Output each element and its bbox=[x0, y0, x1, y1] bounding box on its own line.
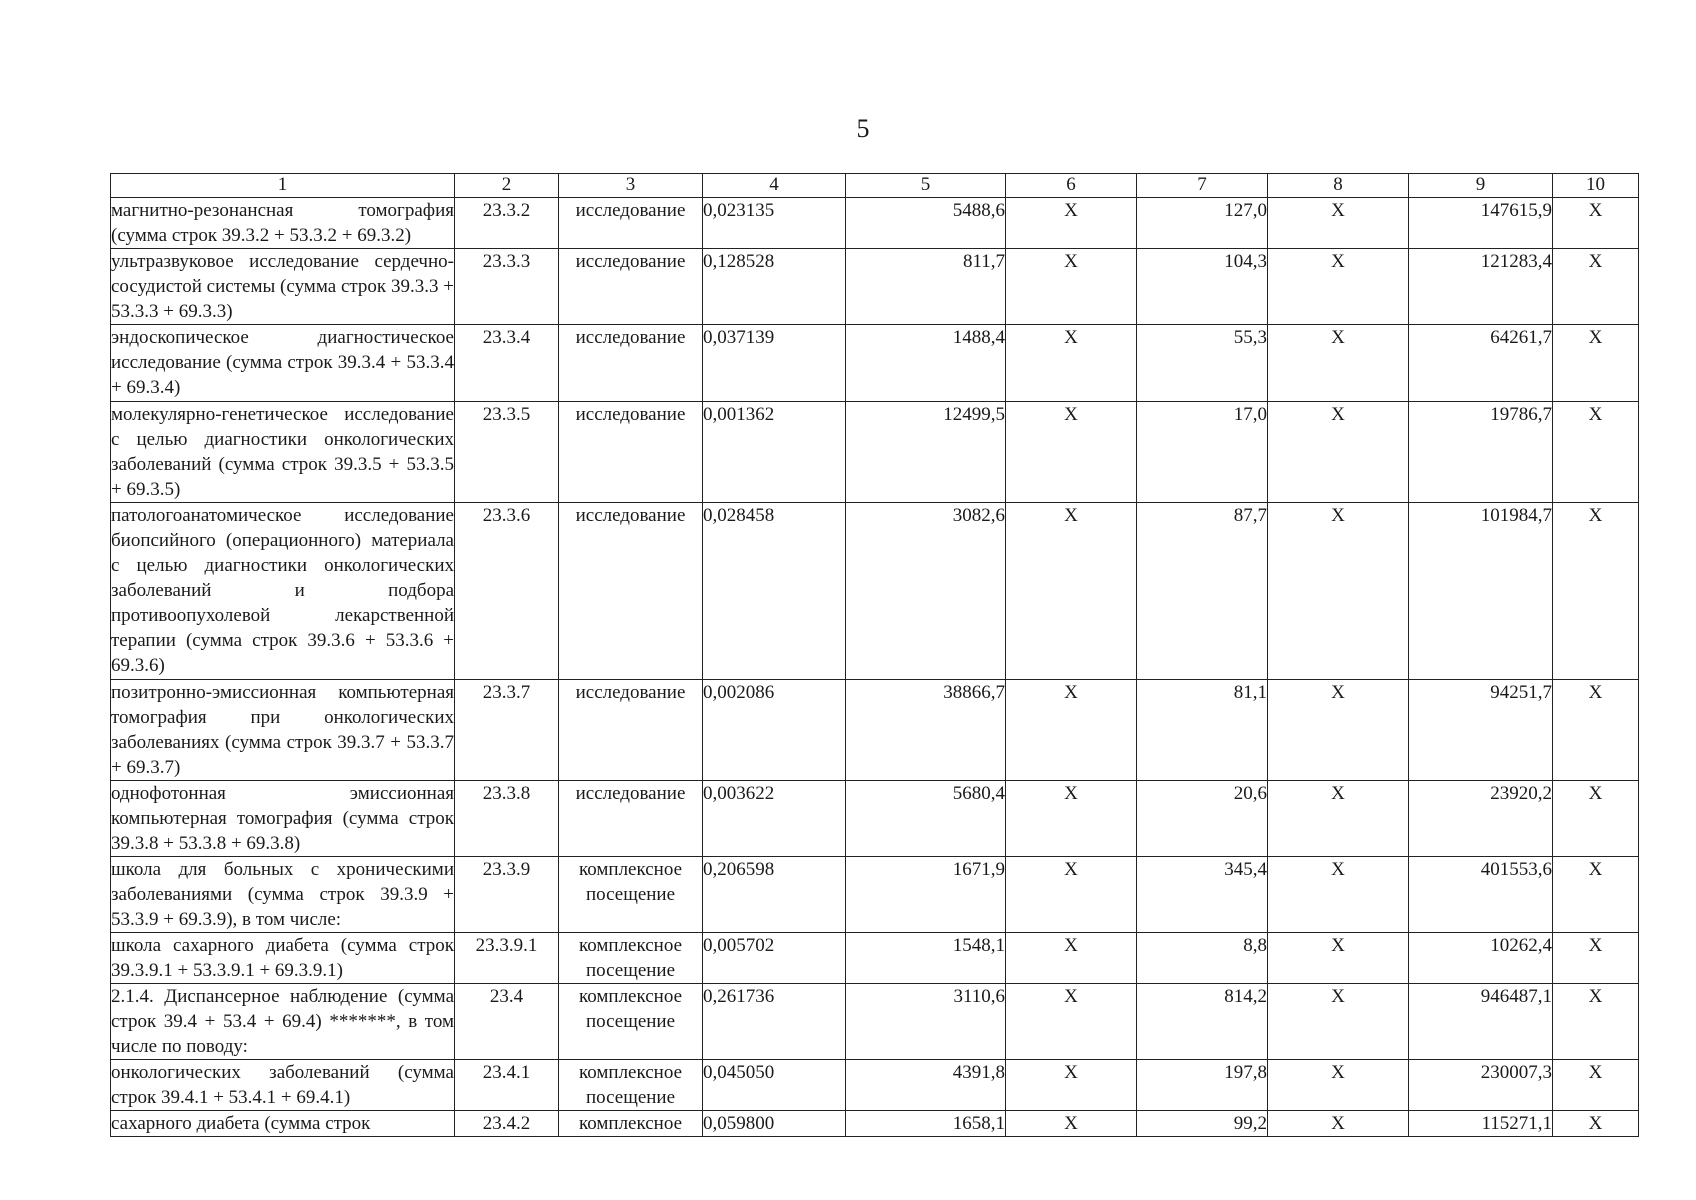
row-unit: исследование bbox=[559, 402, 703, 503]
row-col7: 127,0 bbox=[1137, 198, 1268, 249]
row-name: школа сахарного диабета (сумма строк 39.3.9.1 + 53.3.9.1 + 69.3.9.1) bbox=[111, 933, 455, 984]
row-col10: X bbox=[1553, 503, 1639, 680]
row-col7: 20,6 bbox=[1137, 781, 1268, 857]
row-col10: X bbox=[1553, 325, 1639, 402]
header-cell: 7 bbox=[1137, 174, 1268, 198]
table-row bbox=[111, 984, 1639, 1060]
row-col9: 101984,7 bbox=[1409, 503, 1553, 680]
row-col6: X bbox=[1006, 933, 1137, 984]
row-col9: 946487,1 bbox=[1409, 984, 1553, 1060]
row-cost: 12499,5 bbox=[846, 402, 1006, 503]
row-col10: X bbox=[1553, 984, 1639, 1060]
row-col8: X bbox=[1268, 680, 1409, 781]
row-name: молекулярно-генетическое исследование с целью диагностики онкологических заболеваний (сумма строк 39.3.5 + 53.3.5 + 69.3.5) bbox=[111, 402, 455, 503]
row-col6: X bbox=[1006, 503, 1137, 680]
row-col6: X bbox=[1006, 198, 1137, 249]
row-col9: 94251,7 bbox=[1409, 680, 1553, 781]
row-name: сахарного диабета (сумма строк bbox=[111, 1111, 455, 1137]
row-cost: 1548,1 bbox=[846, 933, 1006, 984]
row-unit: исследование bbox=[559, 198, 703, 249]
header-row bbox=[111, 174, 1639, 198]
row-unit: комплексное посещение bbox=[559, 984, 703, 1060]
table-row bbox=[111, 1111, 1639, 1137]
row-col9: 121283,4 bbox=[1409, 249, 1553, 325]
row-unit: исследование bbox=[559, 680, 703, 781]
table-row bbox=[111, 933, 1639, 984]
row-name: эндоскопическое диагностическое исследование (сумма строк 39.3.4 + 53.3.4 + 69.3.4) bbox=[111, 325, 455, 402]
row-code: 23.3.9.1 bbox=[455, 933, 559, 984]
row-name: патологоанатомическое исследование биопсийного (операционного) материала с целью диагностики онкологических заболеваний и подбора противоопухолевой лекарственной терапии (сумма строк 39.3.6 + 53.3.6 + 69.3.6) bbox=[111, 503, 455, 680]
row-col7: 814,2 bbox=[1137, 984, 1268, 1060]
row-col6: X bbox=[1006, 680, 1137, 781]
row-cost: 5488,6 bbox=[846, 198, 1006, 249]
row-col6: X bbox=[1006, 325, 1137, 402]
header-cell: 4 bbox=[703, 174, 846, 198]
header-cell: 1 bbox=[111, 174, 455, 198]
data-table bbox=[110, 173, 1639, 1137]
row-col6: X bbox=[1006, 1111, 1137, 1137]
row-cost: 1671,9 bbox=[846, 857, 1006, 933]
row-norm: 0,003622 bbox=[703, 781, 846, 857]
row-col8: X bbox=[1268, 857, 1409, 933]
row-col7: 345,4 bbox=[1137, 857, 1268, 933]
row-col6: X bbox=[1006, 984, 1137, 1060]
row-col6: X bbox=[1006, 781, 1137, 857]
row-col8: X bbox=[1268, 1060, 1409, 1111]
row-name: позитронно-эмиссионная компьютерная томография при онкологических заболеваниях (сумма строк 39.3.7 + 53.3.7 + 69.3.7) bbox=[111, 680, 455, 781]
row-col9: 115271,1 bbox=[1409, 1111, 1553, 1137]
row-col6: X bbox=[1006, 1060, 1137, 1111]
table-row bbox=[111, 503, 1639, 680]
row-unit: комплексное посещение bbox=[559, 857, 703, 933]
row-name: однофотонная эмиссионная компьютерная томография (сумма строк 39.3.8 + 53.3.8 + 69.3.8) bbox=[111, 781, 455, 857]
row-col8: X bbox=[1268, 249, 1409, 325]
row-col8: X bbox=[1268, 781, 1409, 857]
row-col8: X bbox=[1268, 402, 1409, 503]
header-cell: 8 bbox=[1268, 174, 1409, 198]
row-norm: 0,028458 bbox=[703, 503, 846, 680]
row-col7: 104,3 bbox=[1137, 249, 1268, 325]
table-row bbox=[111, 1060, 1639, 1111]
row-col10: X bbox=[1553, 781, 1639, 857]
row-col6: X bbox=[1006, 402, 1137, 503]
header-cell: 2 bbox=[455, 174, 559, 198]
row-norm: 0,005702 bbox=[703, 933, 846, 984]
row-col10: X bbox=[1553, 933, 1639, 984]
row-col6: X bbox=[1006, 857, 1137, 933]
row-code: 23.4.1 bbox=[455, 1060, 559, 1111]
row-col7: 81,1 bbox=[1137, 680, 1268, 781]
row-norm: 0,206598 bbox=[703, 857, 846, 933]
row-col10: X bbox=[1553, 857, 1639, 933]
row-col8: X bbox=[1268, 1111, 1409, 1137]
row-col7: 87,7 bbox=[1137, 503, 1268, 680]
row-norm: 0,261736 bbox=[703, 984, 846, 1060]
row-norm: 0,128528 bbox=[703, 249, 846, 325]
table-row bbox=[111, 249, 1639, 325]
row-col8: X bbox=[1268, 984, 1409, 1060]
row-col9: 230007,3 bbox=[1409, 1060, 1553, 1111]
page-number: 5 bbox=[856, 114, 870, 143]
row-col9: 23920,2 bbox=[1409, 781, 1553, 857]
row-norm: 0,045050 bbox=[703, 1060, 846, 1111]
header-cell: 5 bbox=[846, 174, 1006, 198]
table-row bbox=[111, 680, 1639, 781]
row-col10: X bbox=[1553, 1111, 1639, 1137]
row-col8: X bbox=[1268, 503, 1409, 680]
row-name: ультразвуковое исследование сердечно-сосудистой системы (сумма строк 39.3.3 + 53.3.3 + 69.3.3) bbox=[111, 249, 455, 325]
row-code: 23.3.5 bbox=[455, 402, 559, 503]
row-col9: 64261,7 bbox=[1409, 325, 1553, 402]
row-name: онкологических заболеваний (сумма строк 39.4.1 + 53.4.1 + 69.4.1) bbox=[111, 1060, 455, 1111]
row-norm: 0,023135 bbox=[703, 198, 846, 249]
row-code: 23.3.7 bbox=[455, 680, 559, 781]
row-col8: X bbox=[1268, 933, 1409, 984]
row-cost: 1488,4 bbox=[846, 325, 1006, 402]
row-unit: исследование bbox=[559, 503, 703, 680]
row-col6: X bbox=[1006, 249, 1137, 325]
row-code: 23.3.8 bbox=[455, 781, 559, 857]
row-name: 2.1.4. Диспансерное наблюдение (сумма строк 39.4 + 53.4 + 69.4) *******, в том числе по поводу: bbox=[111, 984, 455, 1060]
row-code: 23.3.4 bbox=[455, 325, 559, 402]
table-row bbox=[111, 198, 1639, 249]
row-unit: исследование bbox=[559, 325, 703, 402]
row-norm: 0,037139 bbox=[703, 325, 846, 402]
header-cell: 10 bbox=[1553, 174, 1639, 198]
row-col10: X bbox=[1553, 402, 1639, 503]
row-col7: 197,8 bbox=[1137, 1060, 1268, 1111]
row-col8: X bbox=[1268, 325, 1409, 402]
row-col9: 401553,6 bbox=[1409, 857, 1553, 933]
row-col10: X bbox=[1553, 680, 1639, 781]
row-code: 23.3.3 bbox=[455, 249, 559, 325]
table-row bbox=[111, 781, 1639, 857]
row-cost: 3082,6 bbox=[846, 503, 1006, 680]
row-col7: 8,8 bbox=[1137, 933, 1268, 984]
row-col10: X bbox=[1553, 249, 1639, 325]
header-cell: 3 bbox=[559, 174, 703, 198]
row-code: 23.3.2 bbox=[455, 198, 559, 249]
row-code: 23.3.6 bbox=[455, 503, 559, 680]
row-norm: 0,002086 bbox=[703, 680, 846, 781]
row-code: 23.4 bbox=[455, 984, 559, 1060]
row-col8: X bbox=[1268, 198, 1409, 249]
row-unit: исследование bbox=[559, 249, 703, 325]
row-unit: комплексное посещение bbox=[559, 1060, 703, 1111]
row-col10: X bbox=[1553, 1060, 1639, 1111]
row-col7: 55,3 bbox=[1137, 325, 1268, 402]
row-norm: 0,001362 bbox=[703, 402, 846, 503]
row-code: 23.3.9 bbox=[455, 857, 559, 933]
row-cost: 3110,6 bbox=[846, 984, 1006, 1060]
row-code: 23.4.2 bbox=[455, 1111, 559, 1137]
table-row bbox=[111, 857, 1639, 933]
row-name: магнитно-резонансная томография (сумма строк 39.3.2 + 53.3.2 + 69.3.2) bbox=[111, 198, 455, 249]
row-col7: 99,2 bbox=[1137, 1111, 1268, 1137]
row-unit: исследование bbox=[559, 781, 703, 857]
table-row bbox=[111, 402, 1639, 503]
row-col9: 19786,7 bbox=[1409, 402, 1553, 503]
row-col7: 17,0 bbox=[1137, 402, 1268, 503]
row-unit: комплексное bbox=[559, 1111, 703, 1137]
header-cell: 9 bbox=[1409, 174, 1553, 198]
row-cost: 38866,7 bbox=[846, 680, 1006, 781]
header-cell: 6 bbox=[1006, 174, 1137, 198]
row-cost: 5680,4 bbox=[846, 781, 1006, 857]
row-col10: X bbox=[1553, 198, 1639, 249]
row-name: школа для больных с хроническими заболеваниями (сумма строк 39.3.9 + 53.3.9 + 69.3.9), в том числе: bbox=[111, 857, 455, 933]
row-unit: комплексное посещение bbox=[559, 933, 703, 984]
row-cost: 4391,8 bbox=[846, 1060, 1006, 1111]
row-col9: 10262,4 bbox=[1409, 933, 1553, 984]
row-cost: 1658,1 bbox=[846, 1111, 1006, 1137]
row-col9: 147615,9 bbox=[1409, 198, 1553, 249]
table-row bbox=[111, 325, 1639, 402]
row-norm: 0,059800 bbox=[703, 1111, 846, 1137]
row-cost: 811,7 bbox=[846, 249, 1006, 325]
